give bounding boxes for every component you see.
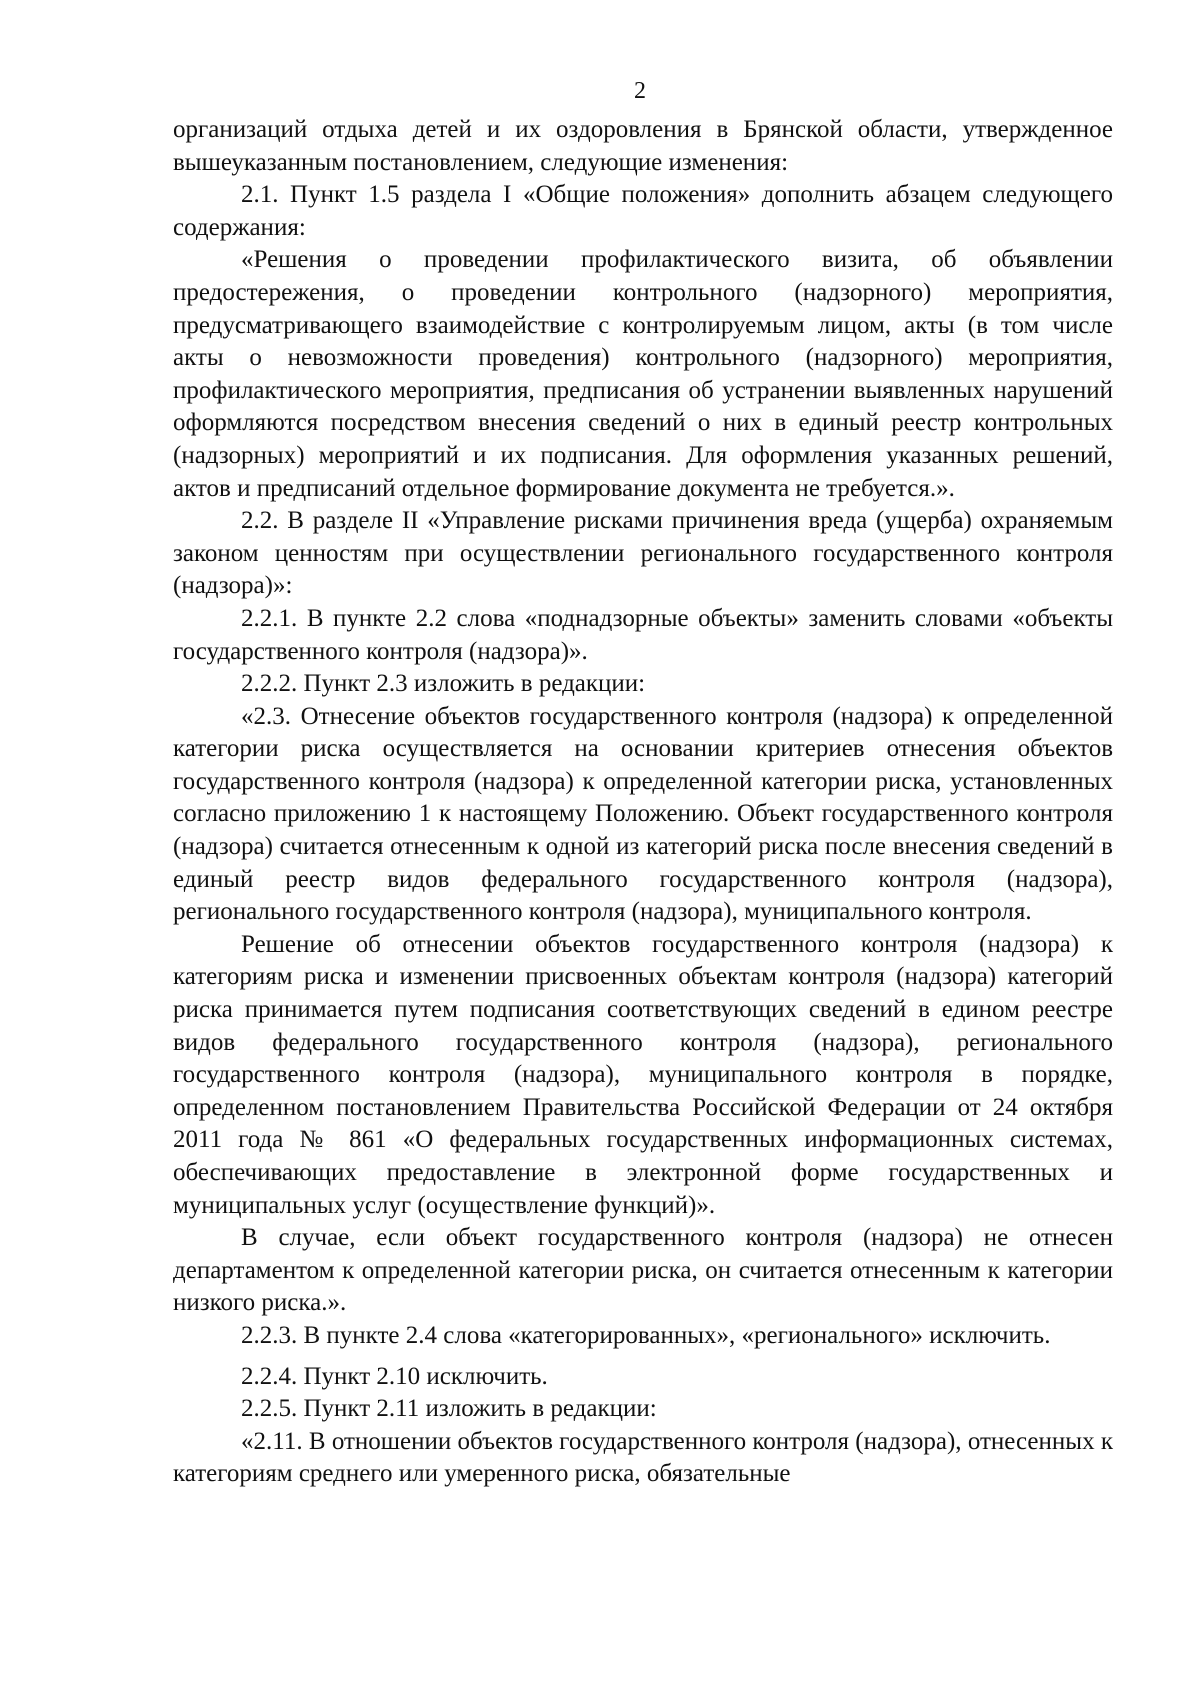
paragraph-item-2-2-2: 2.2.2. Пункт 2.3 изложить в редакции: [241, 670, 646, 698]
paragraph-low-risk: В случае, если объект государственного контроля (надзора) не отнесен департаментом к определенной категории риска, он считается отнесенным к категории низкого риска.». [173, 1224, 1113, 1317]
paragraph-item-2-2: 2.2. В разделе II «Управление рисками причинения вреда (ущерба) охраняемым законом ценностям при осуществлении регионального государственного контроля (надзора)»: [173, 507, 1113, 600]
paragraph-decision-risk: Решение об отнесении объектов государственного контроля (надзора) к категориям риска и изменении присвоенных объектам контроля (надзора) категорий риска принимается путем подписания соответствующих сведений в едином реестре видов федерального государственного контроля (надзора), регионального государственного контроля (надзора), муниципального контроля в порядке, определенном постановлением Правительства Российской Федерации от 24 октября 2011 года № 861 «О федеральных государственных информационных системах, обеспечивающих предоставление в электронной форме государственных и муниципальных услуг (осуществление функций)». [173, 930, 1113, 1219]
page-number: 2 [634, 78, 646, 104]
paragraph-intro: организаций отдыха детей и их оздоровления в Брянской области, утвержденное вышеуказанным постановлением, следующие изменения: [173, 116, 1113, 176]
paragraph-item-2-1: 2.1. Пункт 1.5 раздела I «Общие положения» дополнить абзацем следующего содержания: [173, 181, 1113, 241]
paragraph-item-2-2-5: 2.2.5. Пункт 2.11 изложить в редакции: [241, 1395, 657, 1423]
document-body [173, 114, 1113, 1491]
paragraph-quote-decisions: «Решения о проведении профилактического визита, об объявлении предостережения, о проведении контрольного (надзорного) мероприятия, предусматривающего взаимодействие с контролируемым лицом, акты (в том числе акты о невозможности проведения) контрольного (надзорного) мероприятия, профилактического мероприятия, предписания об устранении выявленных нарушений оформляются посредством внесения сведений о них в единый реестр контрольных (надзорных) мероприятий и их подписания. Для оформления указанных решений, актов и предписаний отдельное формирование документа не требуется.». [173, 246, 1113, 502]
paragraph-item-2-2-4: 2.2.4. Пункт 2.10 исключить. [241, 1362, 548, 1390]
paragraph-quote-2-11: «2.11. В отношении объектов государственного контроля (надзора), отнесенных к категориям среднего или умеренного риска, обязательные [173, 1427, 1113, 1488]
paragraph-item-2-2-3: 2.2.3. В пункте 2.4 слова «категорированных», «регионального» исключить. [241, 1321, 1051, 1349]
paragraph-quote-2-3: «2.3. Отнесение объектов государственного контроля (надзора) к определенной категории риска осуществляется на основании критериев отнесения объектов государственного контроля (надзора) к определенной категории риска, установленных согласно приложению 1 к настоящему Положению. Объект государственного контроля (надзора) считается отнесенным к одной из категорий риска после внесения сведений в единый реестр видов федерального государственного контроля (надзора), регионального государственного контроля (надзора), муниципального контроля. [173, 702, 1113, 926]
paragraph-item-2-2-1: 2.2.1. В пункте 2.2 слова «поднадзорные объекты» заменить словами «объекты государственного контроля (надзора)». [173, 604, 1113, 665]
